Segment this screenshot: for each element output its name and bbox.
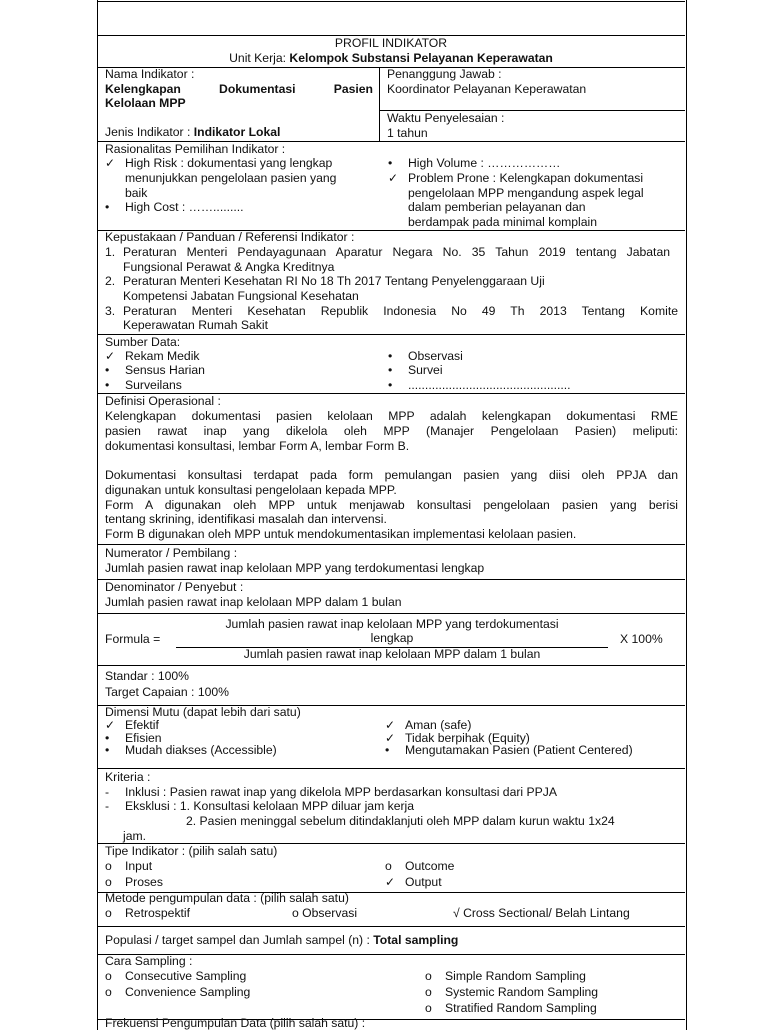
dash-icon: -	[105, 799, 110, 813]
bullet-icon: •	[105, 378, 110, 392]
sumber-item: ✓ Rekam Medik	[105, 349, 200, 363]
sumber-label: Sumber Data:	[105, 335, 181, 349]
check-icon: ✓	[385, 875, 396, 889]
high-cost: • High Cost : …….........	[105, 200, 244, 214]
sampling-item: o Simple Random Sampling	[425, 969, 586, 983]
problem-prone-line3: dalam pemberian pelayanan dan	[408, 200, 586, 214]
numerator-label: Numerator / Pembilang :	[105, 546, 238, 560]
dimensi-item: • Mengutamakan Pasien (Patient Centered)	[385, 743, 633, 757]
numerator-value: Jumlah pasien rawat inap kelolaan MPP yang terdokumentasi lengkap	[105, 561, 485, 575]
target-capaian: Target Capaian : 100%	[105, 685, 229, 699]
standar-value: Standar : 100%	[105, 669, 190, 683]
formula-denominator: Jumlah pasien rawat inap kelolaan MPP dalam 1 bulan	[243, 647, 541, 661]
dimensi-label: Dimensi Mutu (dapat lebih dari satu)	[105, 705, 301, 719]
penanggung-value: Koordinator Pelayanan Keperawatan	[387, 82, 587, 96]
sumber-item: • Surveilans	[105, 378, 182, 392]
nama-value-line2: Kelolaan MPP	[105, 96, 186, 110]
ref-line: Peraturan Menteri Kesehatan RI No 18 Th 2017 Tentang Penyelenggaraan Uji	[123, 274, 545, 288]
problem-prone-line1: ✓ Problem Prone : Kelengkapan dokumentasi	[388, 171, 644, 185]
sampling-item: o Convenience Sampling	[105, 985, 251, 999]
kriteria-label: Kriteria :	[105, 770, 151, 784]
high-risk-line1: ✓ High Risk : dokumentasi yang lengkap	[105, 156, 333, 170]
sumber-item: • Observasi	[388, 349, 463, 363]
circle-icon: o	[425, 1001, 432, 1015]
definisi-line: pasien rawat inap yang dikelola oleh MPP (Manajer Pengelolaan Pasien) meliputi:	[105, 424, 678, 438]
ref-number: 1.	[105, 245, 116, 259]
bullet-icon: •	[388, 378, 393, 392]
nama-label: Nama Indikator :	[105, 67, 195, 81]
page-title: PROFIL INDIKATOR	[334, 36, 448, 50]
ref-line: Keperawatan Rumah Sakit	[123, 318, 268, 332]
tipe-proses: o Proses	[105, 875, 163, 889]
rasional-label: Rasionalitas Pemilihan Indikator :	[105, 142, 286, 156]
sumber-item: • ................................................	[388, 378, 571, 392]
frekuensi-label: Frekuensi Pengumpulan Data (pilih salah satu) :	[105, 1016, 366, 1030]
ref-line: Fungsional Perawat & Angka Kreditnya	[123, 260, 335, 274]
sumber-item: • Survei	[388, 363, 443, 377]
high-volume: • High Volume : ………………	[388, 156, 561, 170]
denominator-label: Denominator / Penyebut :	[105, 580, 244, 594]
circle-icon: o	[105, 859, 112, 873]
sampling-label: Cara Sampling :	[105, 954, 193, 968]
dimensi-item: • Mudah diakses (Accessible)	[105, 743, 277, 757]
bullet-icon: •	[105, 363, 110, 377]
definisi-line: Kelengkapan dokumentasi pasien kelolaan MPP adalah kelengkapan dokumentasi RME	[105, 409, 678, 423]
ref-line: Peraturan Menteri Kesehatan Republik Indonesia No 49 Th 2013 Tentang Komite	[123, 304, 678, 318]
dimensi-item: ✓ Efektif	[105, 718, 159, 732]
sampling-item: o Stratified Random Sampling	[425, 1001, 597, 1015]
jenis-indikator: Jenis Indikator : Indikator Lokal	[105, 125, 281, 139]
metode-label: Metode pengumpulan data : (pilih salah satu)	[105, 891, 349, 905]
check-icon: ✓	[105, 718, 116, 732]
circle-icon: o	[425, 969, 432, 983]
bullet-icon: •	[105, 743, 110, 757]
definisi-line: digunakan untuk konsultasi pengelolaan kepada MPP.	[105, 483, 397, 497]
ref-line: Peraturan Menteri Pendayagunaan Aparatur Negara No. 35 Tahun 2019 tentang Jabatan	[123, 245, 670, 259]
populasi: Populasi / target sampel dan Jumlah sampel (n) : Total sampling	[105, 933, 459, 947]
metode-observasi: o Observasi	[292, 906, 358, 920]
metode-cross-sectional: √ Cross Sectional/ Belah Lintang	[453, 906, 630, 920]
formula-numerator-line1: Jumlah pasien rawat inap kelolaan MPP yang terdokumentasi	[225, 617, 559, 631]
sampling-item: o Systemic Random Sampling	[425, 985, 599, 999]
check-icon: ✓	[388, 171, 399, 185]
problem-prone-line2: pengelolaan MPP mengandung aspek legal	[408, 186, 644, 200]
eksklusi: - Eksklusi : 1. Konsultasi kelolaan MPP diluar jam kerja	[105, 799, 415, 813]
definisi-line: Form B digunakan oleh MPP untuk mendokumentasikan implementasi kelolaan pasien.	[105, 527, 577, 541]
check-icon: ✓	[385, 718, 396, 732]
bullet-icon: •	[388, 156, 393, 170]
circle-icon: o	[105, 969, 112, 983]
definisi-label: Definisi Operasional :	[105, 394, 221, 408]
circle-icon: o	[385, 859, 392, 873]
check-icon: ✓	[105, 156, 116, 170]
problem-prone-line4: berdampak pada minimal komplain	[408, 215, 598, 229]
kepustakaan-label: Kepustakaan / Panduan / Referensi Indikator :	[105, 230, 355, 244]
formula-multiplier: X 100%	[620, 632, 663, 646]
inklusi: - Inklusi : Pasien rawat inap yang dikelola MPP berdasarkan konsultasi dari PPJA	[105, 785, 557, 799]
circle-icon: o	[105, 906, 112, 920]
top-border	[97, 1, 685, 2]
circle-icon: o	[105, 875, 112, 889]
ref-number: 3.	[105, 304, 116, 318]
dimensi-item: ✓ Aman (safe)	[385, 718, 472, 732]
unit-kerja: Unit Kerja: Kelompok Substansi Pelayanan Keperawatan	[229, 51, 553, 65]
circle-icon: o	[105, 985, 112, 999]
eksklusi-3: jam.	[123, 829, 147, 843]
tipe-input: o Input	[105, 859, 153, 873]
formula-numerator-line2: lengkap	[370, 631, 414, 645]
definisi-line: tentang skrining, identifikasi masalah dan intervensi.	[105, 512, 387, 526]
bullet-icon: •	[105, 200, 110, 214]
eksklusi-2: 2. Pasien meninggal sebelum ditindaklanjuti oleh MPP dalam kurun waktu 1x24	[186, 814, 615, 828]
check-icon: ✓	[105, 349, 116, 363]
bullet-icon: •	[388, 363, 393, 377]
definisi-line: Form A digunakan oleh MPP untuk menjawab konsultasi pengelolaan pasien yang berisi	[105, 498, 678, 512]
penanggung-label: Penanggung Jawab :	[387, 67, 502, 81]
tipe-outcome: o Outcome	[385, 859, 455, 873]
dash-icon: -	[105, 785, 110, 799]
bullet-icon: •	[105, 731, 110, 745]
dimensi-item: • Efisien	[105, 731, 162, 745]
header-section	[97, 35, 685, 68]
metode-retro: o Retrospektif	[105, 906, 191, 920]
waktu-value: 1 tahun	[387, 126, 428, 140]
ref-number: 2.	[105, 274, 116, 288]
high-risk-line3: baik	[125, 186, 148, 200]
column-divider	[379, 67, 380, 142]
waktu-label: Waktu Penyelesaian :	[387, 111, 505, 125]
circle-icon: o	[425, 985, 432, 999]
tipe-label: Tipe Indikator : (pilih salah satu)	[105, 844, 278, 858]
dimensi-item: ✓ Tidak berpihak (Equity)	[385, 731, 530, 745]
ref-line: Kompetensi Jabatan Fungsional Kesehatan	[123, 289, 359, 303]
check-icon: ✓	[385, 731, 396, 745]
formula-label: Formula =	[105, 632, 161, 646]
sumber-item: • Sensus Harian	[105, 363, 205, 377]
bullet-icon: •	[385, 743, 390, 757]
definisi-line: Dokumentasi konsultasi terdapat pada form pemulangan pasien yang diisi oleh PPJA dan	[105, 468, 678, 482]
bullet-icon: •	[388, 349, 393, 363]
denominator-value: Jumlah pasien rawat inap kelolaan MPP dalam 1 bulan	[105, 595, 402, 609]
definisi-line: dokumentasi konsultasi, lembar Form A, lembar Form B.	[105, 439, 410, 453]
sampling-item: o Consecutive Sampling	[105, 969, 247, 983]
tipe-output: ✓ Output	[385, 875, 442, 889]
nama-value-line1: Kelengkapan Dokumentasi Pasien	[105, 82, 373, 96]
high-risk-line2: menunjukkan pengelolaan pasien yang	[125, 171, 337, 185]
